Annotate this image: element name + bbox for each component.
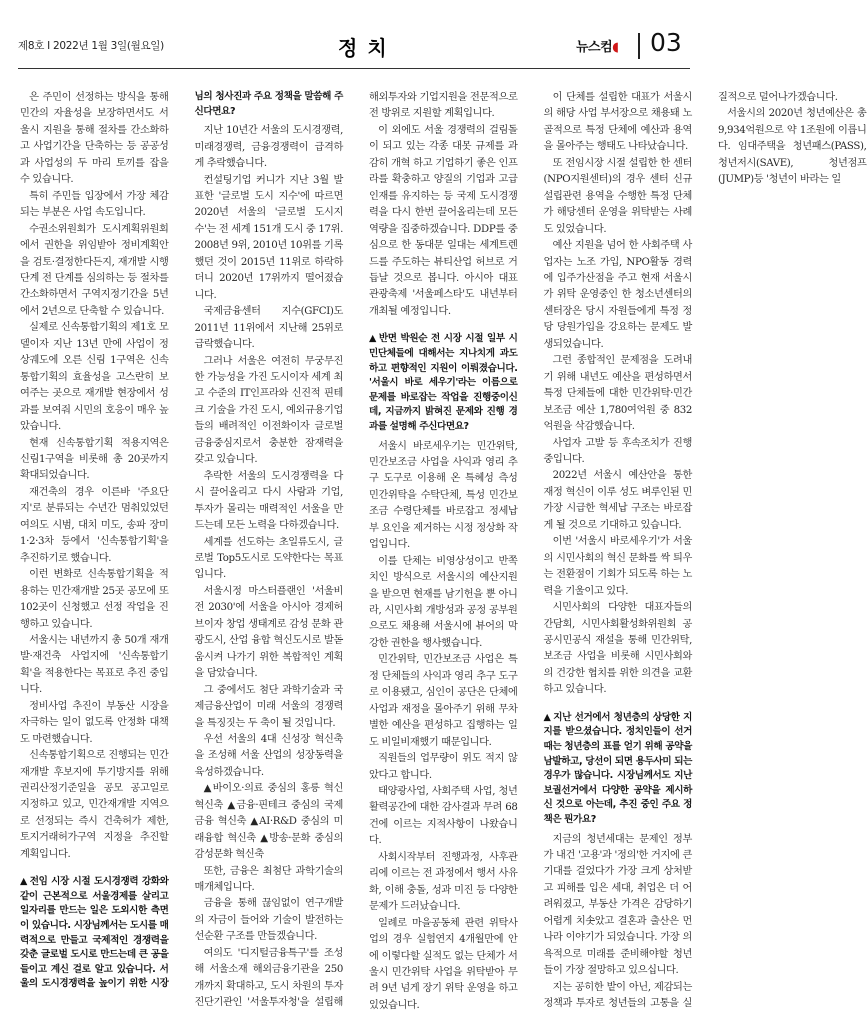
body-paragraph: 정비사업 추진이 부동산 시장을 자극하는 일이 없도록 안정화 대책도 마련했습니다. — [20, 700, 169, 745]
body-paragraph: 금융을 통해 끊임없이 연구개발의 자금이 들어와 기술이 발전하는 선순환 구조를 만들겠습니다. — [194, 898, 343, 943]
body-paragraph: 지난 10년간 서울의 도시경쟁력, 미래경쟁력, 금융경쟁력이 급격하게 추락했습니다. — [194, 125, 343, 170]
body-paragraph: 이를 단체는 비영상성이고 반쪽치인 방식으로 서울시의 예산지원을 받으면 현재를 남기헌을 뿐 아니라, 시민사회 개방성과 공정 공부원으로도 채용해 서울시에 뷰어의 막강한 권한을 행사했습니다. — [369, 555, 518, 649]
body-paragraph: 세계를 선도하는 초일류도시, 글로벌 Top5도시로 도약한다는 목표입니다. — [194, 536, 343, 581]
page-header — [18, 30, 690, 64]
issue-info: 제8호 I 2022년 1월 3일(월요일) — [18, 40, 164, 52]
body-paragraph: 이런 변화로 신속통합기획을 적용하는 민간재개발 25곳 공모에 또 102곳이 신청했고 선정 작업을 진행하고 있습니다. — [20, 569, 169, 630]
question-triangle-icon: ▲ — [369, 333, 377, 345]
logo-mark-icon: ◖ — [612, 40, 619, 55]
body-paragraph: 직원들의 업무량이 위도 적지 않았다고 합니다. — [369, 753, 518, 781]
body-paragraph: 지는 공히한 밭이 아닌, 제감되는 정책과 투자로 청년들의 고통을 실질적으로 덜어나가겠습니다. — [543, 92, 838, 1010]
body-paragraph: 일례로 마을공동체 관련 위탁사업의 경우 실험연지 4개월만에 안에 이렇다할 실적도 없는 단체가 서울시 민간위탁 사업을 위탁받아 무려 9년 넘게 장기 위탁 운영을 하고 있었습니다. — [369, 917, 518, 1011]
body-paragraph: 2022년 서울시 예산안을 통한 재정 혁신이 이루 성도 벼루인된 민 가장 시급한 혁세납 구조는 바로잡게 될 것으로 기대하고 있습니다. — [543, 470, 692, 531]
body-paragraph: 서울시는 내년까지 총 50개 재개발·재건축 사업지에 '신속통합기획'을 적용한다는 목표로 추진 중입니다. — [20, 634, 169, 696]
section-title: 정치 — [338, 36, 397, 60]
question-triangle-icon: ▲ — [20, 876, 28, 888]
body-paragraph: 실제로 신속통합기획의 제1호 모델이자 지난 13년 만에 사업이 정상궤도에 오른 신림 1구역은 신속통합기획의 효율성을 고스란히 보여주는 곳으로 재개발 현장에서 성과를 보여줘 시민의 호응이 매우 높았습니다. — [20, 322, 169, 433]
body-paragraph: ▲바이오·의료 중심의 홍릉 혁신 혁신축 ▲금융·핀테크 중심의 국제금융 혁신축 ▲AI·R&D 중심의 미래융합 혁신축 ▲방송·문화 중심의 감성문화 혁신축 — [194, 783, 343, 861]
body-paragraph: 재건축의 경우 이른바 '주요단지'로 분류되는 수년간 멈춰있었던 여의도 시범, 대치 미도, 송파 장미 1·2·3차 등에서 '신속통합기획'을 추진하기로 했습니다. — [20, 486, 169, 564]
logo-text: 뉴스컴 — [576, 40, 613, 55]
question-text: 지난 선거에서 청년층의 상당한 지지를 받으셨습니다. 정치인들이 선거 때는 청년층의 표를 얻기 위해 공약을 남발하고, 당선이 되면 용두사미 되는 경우가 많습니다. 시장님께서도 지난 보궐선거에서 다양한 공약을 제시하신 것으로 아는데, 추진 중인 주요 정책은 뭔가요? — [543, 711, 692, 825]
body-paragraph: 이 단체를 설립한 대표가 서울시의 해당 사업 부서장으로 채용돼 노골적으로 특정 단체에 예산과 용역을 몰아주는 행태도 나타났습니다. — [543, 92, 692, 153]
body-paragraph: 서울시 바로세우기는 민간위탁, 민간보조금 사업을 사익과 영리 추구 도구로 이용해 온 특혜성 측성 민간위탁을 수탁단체, 특성 민간보조금 수령단체를 바로잡고 정세납부 요인을 제거하는 시정 정상화 작업입니다. — [369, 440, 518, 551]
body-paragraph: 국제금융센터 지수(GFCI)도 2011년 11위에서 지난해 25위로 급락했습니다. — [194, 306, 343, 351]
body-paragraph: 서울시정 마스터플랜인 '서울비전 2030'에 서울을 아시아 경제허브이자 창업 생태계로 감성 문화 관광도시, 산업 융합 혁신도시로 발돋움시켜 나가기 위한 복합적인 계획을 담았습니다. — [194, 585, 343, 680]
body-paragraph: 컨설팅기업 커니가 지난 3월 발표한 '글로벌 도시 지수'에 따르면 2020년 서울의 '글로벌 도시지수'는 전 세계 151개 도시 중 17위. 2008년 9위, 2010년 10위를 기록했던 것이 2015년 11위로 하락하더니 2020년 17위까지 떨어졌습니다. — [194, 174, 343, 301]
header-divider — [638, 33, 640, 59]
body-paragraph: 이 외에도 서울 경쟁력의 걸림돌이 되고 있는 각종 대못 규제를 과감히 개혁 하고 기업하기 좋은 인프라를 확충하고 양질의 기업과 고급인재를 유지하는 등 국제 도시경쟁력을 다시 한번 끌어올리는데 모든 역량을 집중하겠습니다. DDP를 중심으로 한 동대문 일대는 세계트렌드를 주도하는 뷰티산업 허브로 거듭날 것으로 봅니다. 아시아 대표 관광축제 '서울페스타'도 내년부터 개최될 예정입니다. — [369, 124, 518, 317]
question-triangle-icon: ▲ — [543, 711, 552, 723]
body-paragraph: 현재 신속통합기획 적용지역은 신림1구역을 비롯해 총 20곳까지 확대되었습니다. — [20, 437, 169, 482]
header-rule — [18, 68, 690, 69]
question-text: 반면 박원순 전 시장 시절 일부 시민단체들에 대해서는 지나치게 과도하고 편향적인 지원이 이뤄졌습니다. '서울시 바로 세우기'라는 이름으로 문제를 바로잡는 작업을 진행중이신데, 지금까지 밝혀진 문제와 진행 경과를 설명해 주신다면요? — [369, 333, 518, 432]
interview-question — [369, 332, 518, 434]
body-paragraph: 지금의 청년세대는 문제인 정부가 내건 '고용'과 '정의'한 거지에 큰 기대를 걸었다가 가장 크게 상처받고 피해를 입은 세대, 취업은 더 어려워졌고, 부동산 가격은 감당하기 어렵게 치솟았고 결혼과 출산은 먼 나라 이야기가 되었습니다. 가장 의욕적으로 미래를 준비해야할 청년들이 가장 절망하고 있으십니다. — [543, 833, 692, 977]
body-paragraph: 수권소위원회가 도시계획위원회에서 권한을 위임받아 정비계획안을 검토·결정한다든지, 재개발 시행단계 전 단계를 심의하는 등 절차를 간소화하면서 구역지정기간을 5년에서 2년으로 단축할 수 있습니다. — [20, 223, 169, 317]
body-paragraph: 사회시작부터 진행과정, 사후관리에 이르는 전 과정에서 행서 사유화, 이해 충돌, 성과 미진 등 다양한 문제가 드러났습니다. — [369, 851, 518, 913]
body-paragraph: 또한, 금융은 최첨단 과학기술의 매개체입니다. — [194, 865, 343, 894]
body-paragraph: 우선 서울의 4대 신성장 혁신축을 조성해 서울 산업의 성장동력을 육성하겠습니다. — [194, 733, 343, 778]
body-paragraph: 그 중에서도 첨단 과학기술과 국제금융산업이 미래 서울의 경쟁력을 특징짓는 두 축이 될 것입니다. — [194, 684, 343, 729]
article-body — [20, 90, 867, 1015]
body-paragraph: 추락한 서울의 도시경쟁력을 다시 끌어올리고 다시 사람과 기업, 투자가 몰리는 매력적인 서울을 만드는데 모든 노력을 다하겠습니다. — [194, 470, 343, 532]
body-paragraph: 태양광사업, 사회주택 사업, 청년활력공간에 대한 감사결과 무려 68건에 이르는 지적사항이 나왔습니다. — [369, 786, 518, 847]
body-paragraph: 서울시의 2020년 청년예산은 총 9,934억원으로 약 1조원에 이릅니다. 임대주택을 청년패스(PASS), 청년저시(SAVE), 청년점프(JUMP)등 '청년이 바라는 일 — [718, 108, 867, 186]
interview-question — [544, 711, 693, 828]
body-paragraph: 여의도 '디지털금융특구'를 조성해 서울소재 해외금융기관을 250개까지 확대하고, 도시 차원의 투자진단기관인 '서울투자청'을 설립해 해외투자와 기업지원을 전문적으로 전 방위로 지원할 계획입니다. — [194, 92, 518, 1009]
question-text: 전임 시장 시절 도시경쟁력 강화와 같이 근본적으로 서울경제를 살리고 일자리를 만드는 일은 도외시한 측면이 있습니다. 시장님께서는 도시를 매력적으로 만들고 국제적인 경쟁력을 갖춘 글로벌 도시로 만드는데 큰 공을 들이고 계신 걸로 알고 있습니다. 서울의 도시경쟁력을 높이기 위한 시장님의 청사진과 주요 정책을 말씀해 주신다면요? — [20, 91, 343, 990]
page-number: 03 — [650, 28, 682, 57]
body-paragraph: 민간위탁, 민간보조금 사업은 특정 단체들의 사익과 영리 추구 도구로 이용됐고, 심인이 공단은 단체에 사업과 재정을 몰아주기 위해 무차별한 예산을 편성하고 집행하는 일도 비일비재했기 때문입니다. — [369, 654, 518, 748]
newspaper-logo — [576, 36, 619, 55]
body-paragraph: 시민사회의 다양한 대표자들의 간담회, 시민사회활성화위원회 공공시민공식 재설을 통해 민간위탁, 보조금 사업을 비롯해 시민사회와의 건강한 협치를 위한 의견을 교환하고 있습니다. — [543, 602, 692, 696]
body-paragraph: 은 주민이 선정하는 방식을 통해 민간의 자율성을 보장하면서도 서울시 지원을 통해 절차를 간소화하고 사업기간을 단축하는 등 공공성과 사업성의 두 마리 토끼를 잡을 수 있습니다. — [20, 92, 169, 186]
body-paragraph: 또 전임시장 시절 설립한 한 센터(NPO지원센터)의 경우 센터 신규 설립관련 용역을 수행한 특정 단체가 해당센터 운영을 위탁받는 사례도 있었습니다. — [543, 157, 692, 235]
body-paragraph: 이번 '서울시 바로세우기'가 서울의 시민사회의 혁신 문화를 싹 틔우는 전환점이 기회가 되도록 하는 노력을 기울이고 있다. — [543, 536, 692, 597]
body-paragraph: 예산 지원을 넘어 한 사회주택 사업자는 노조 가입, NPO활동 경력에 입주가산점을 주고 현재 서울시가 위탁 운영중인 한 청소년센터의 센터장은 당시 자원들에게 특정 정당 당원가입을 강요하는 문제도 발생되었습니다. — [543, 240, 692, 350]
body-paragraph: 그런 종합적인 문제점을 도려내기 위해 내년도 예산을 편성하면서 특정 단체들에 대한 민간위탁·민간보조금 예산 1,780여억원 중 832억원을 삭감했습니다. — [543, 355, 692, 433]
body-paragraph: 사업자 고발 등 후속조치가 진행중입니다. — [543, 437, 692, 465]
body-paragraph: 특히 주민들 입장에서 가장 체감되는 부분은 사업 속도입니다. — [20, 190, 169, 219]
body-paragraph: 신속통합기획으로 진행되는 민간재개발 후보지에 투기방지를 위해 권리산정기준일을 공모 공고일로 지정하고 있고, 민간재개발 지역으로 선정되는 즉시 건축허가 제한, 토지거래허가구역 지정을 추진할 계획입니다. — [20, 750, 169, 860]
body-paragraph: 그러나 서울은 여전히 무궁무진한 가능성을 가진 도시이자 세계 최고 수준의 IT인프라와 신진적 핀테크 기술을 가진 도시, 예외규용기업들의 배려적인 이전화이자 글로벌 금융중심지로서 충분한 잠재력을 갖고 있습니다. — [194, 355, 343, 466]
